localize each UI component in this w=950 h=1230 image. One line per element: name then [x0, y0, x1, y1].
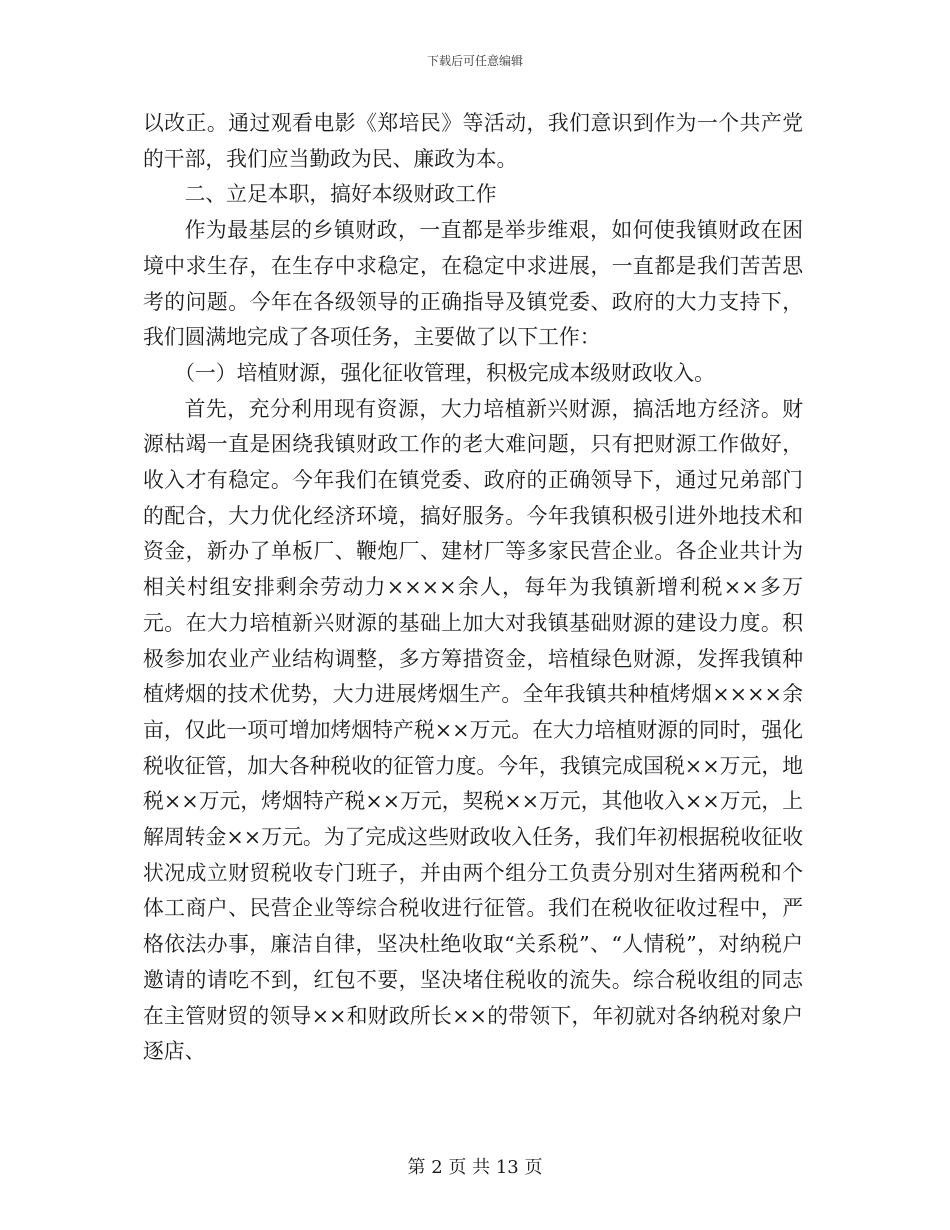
paragraph-main: 首先，充分利用现有资源，大力培植新兴财源，搞活地方经济。财源枯竭一直是困绕我镇财政工作的老大难问题，只有把财源工作做好，收入才有稳定。今年我们在镇党委、政府的正确领导下，通过兄弟部门的配合，大力优化经济环境，搞好服务。今年我镇积极引进外地技术和资金，新办了单板厂、鞭炮厂、建材厂等多家民营企业。各企业共计为相关村组安排剩余劳动力××××余人，每年为我镇新增利税××多万元。在大力培植新兴财源的基础上加大对我镇基础财源的建设力度。积极参加农业产业结构调整，多方筹措资金，培植绿色财源，发挥我镇种植烤烟的技术优势，大力进展烤烟生产。全年我镇共种植烤烟××××余亩，仅此一项可增加烤烟特产税××万元。在大力培植财源的同时，强化税收征管，加大各种税收的征管力度。今年，我镇完成国税××万元，地税××万元，烤烟特产税××万元，契税××万元，其他收入××万元，上解周转金××万元。为了完成这些财政收入任务，我们年初根据税收征收状况成立财贸税收专门班子，并由两个组分工负责分别对生猪两税和个体工商户、民营企业等综合税收进行征管。我们在税收征收过程中，严格依法办事，廉洁自律，坚决杜绝收取“关系税”、“人情税”，对纳税户邀请的请吃不到，红包不要，坚决堵住税收的流失。综合税收组的同志在主管财贸的领导××和财政所长××的带领下，年初就对各纳税对象户逐店、: [143, 396, 803, 1064]
paragraph-continuation: 以改正。通过观看电影《郑培民》等活动，我们意识到作为一个共产党的干部，我们应当勤政为民、廉政为本。: [143, 111, 803, 171]
paragraph-intro: 作为最基层的乡镇财政，一直都是举步维艰，如何使我镇财政在困境中求生存，在生存中求稳定，在稳定中求进展，一直都是我们苦苦思考的问题。今年在各级领导的正确指导及镇党委、政府的大力支持下，我们圆满地完成了各项任务，主要做了以下工作：: [143, 218, 803, 350]
section-heading: 二、立足本职，搞好本级财政工作: [184, 182, 497, 207]
page-header-note: 下载后可任意编辑: [426, 54, 523, 68]
subsection-heading: （一）培植财源，强化征收管理，积极完成本级财政收入。: [174, 360, 715, 385]
document-body: [143, 106, 803, 1070]
page-number-footer: 第 2 页 共 13 页: [407, 1157, 543, 1178]
